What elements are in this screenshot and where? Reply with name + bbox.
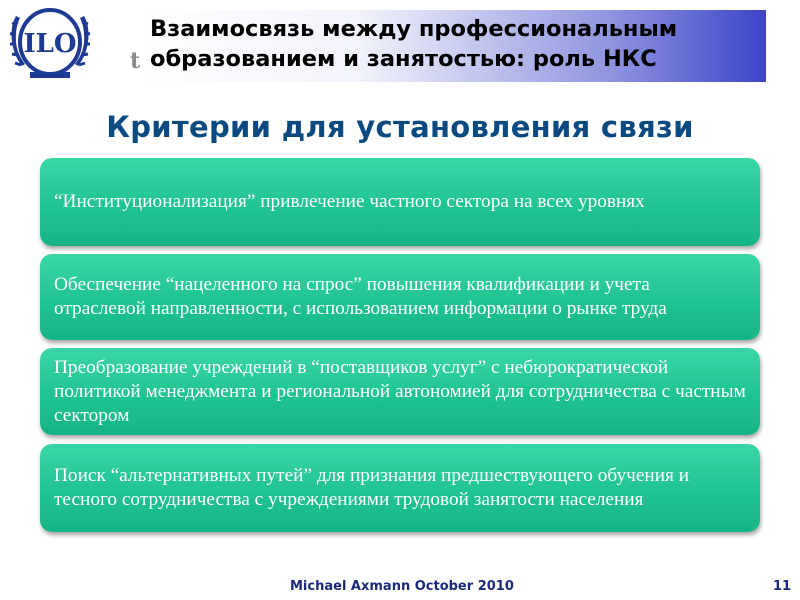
- criteria-card-2: [40, 254, 760, 340]
- page-title-line-1: Взаимосвязь между профессиональным: [150, 16, 678, 42]
- criteria-text: Обеспечение “нацеленного на спрос” повышения квалификации и учета отраслевой направленности, с использованием информации о рынке труда: [54, 274, 667, 319]
- ilo-logo: [2, 2, 98, 82]
- footer-author: Michael Axmann October 2010: [290, 579, 514, 594]
- criteria-text: Поиск “альтернативных путей” для признания предшествующего обучения и тесного сотрудничества с учреждениями трудовой занятости населения: [54, 465, 690, 510]
- page-title-line-2: образованием и занятостью: роль НКС: [150, 46, 657, 72]
- header-ornament-icon: t: [130, 48, 141, 74]
- logo-text: ILO: [23, 29, 77, 59]
- page-title: [150, 14, 750, 74]
- criteria-card-4: [40, 444, 760, 532]
- criteria-card-1: [40, 158, 760, 246]
- criteria-card-3: [40, 348, 760, 435]
- ilo-emblem-icon: [2, 2, 98, 82]
- criteria-text: Преобразование учреждений в “поставщиков услуг” с небюрократической политикой менеджмента и региональной автономией для сотрудничества с частным сектором: [54, 356, 746, 426]
- section-heading: Критерии для установления связи: [106, 110, 694, 144]
- criteria-text: “Институционализация” привлечение частного сектора на всех уровнях: [54, 191, 645, 212]
- page-number: 11: [773, 579, 792, 594]
